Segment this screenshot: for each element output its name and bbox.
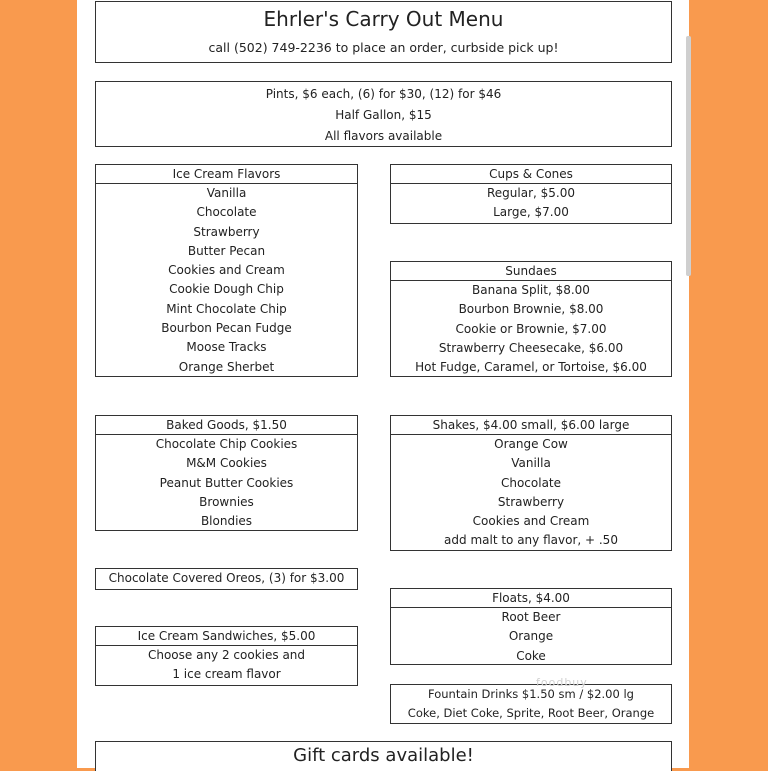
- list-item: Orange: [508, 629, 554, 644]
- list-item: Chocolate Chip Cookies: [155, 437, 298, 451]
- list-item: Cookies and Cream: [472, 514, 590, 529]
- half-gallon-line: Half Gallon, $15: [335, 108, 432, 122]
- list-item: add malt to any flavor, + .50: [444, 533, 618, 548]
- list-item: Strawberry Cheesecake, $6.00: [438, 340, 624, 355]
- list-item: Bourbon Brownie, $8.00: [458, 302, 604, 317]
- list-item: Strawberry: [497, 494, 565, 509]
- list-item: Orange Cow: [494, 437, 568, 451]
- flavors-box: [95, 164, 358, 377]
- list-item: Regular, $5.00: [486, 186, 575, 200]
- fountain-box: [390, 684, 672, 724]
- list-item: Vanilla: [206, 186, 247, 200]
- cups-box: [390, 164, 672, 224]
- baked-goods-box: [95, 415, 358, 531]
- list-item: Blondies: [200, 514, 253, 529]
- page-title: Ehrler's Carry Out Menu: [263, 7, 504, 31]
- list-item: Banana Split, $8.00: [472, 283, 590, 297]
- floats-heading: Floats, $4.00: [391, 589, 671, 608]
- scrollbar-thumb[interactable]: [686, 36, 691, 276]
- list-item: Coke, Diet Coke, Sprite, Root Beer, Orange: [407, 706, 655, 721]
- list-item: Brownies: [199, 494, 254, 509]
- sandwiches-heading: Ice Cream Sandwiches, $5.00: [96, 627, 357, 646]
- list-item: Root Beer: [501, 610, 561, 624]
- list-item: Cookie or Brownie, $7.00: [455, 321, 607, 336]
- fountain-heading: Fountain Drinks $1.50 sm / $2.00 lg: [428, 687, 634, 701]
- list-item: Butter Pecan: [187, 243, 266, 258]
- order-phone-text: call (502) 749-2236 to place an order, curbside pick up!: [208, 40, 559, 55]
- pints-line: Pints, $6 each, (6) for $30, (12) for $46: [265, 87, 502, 101]
- list-item: Chocolate: [196, 205, 257, 220]
- list-item: Orange Sherbet: [178, 359, 275, 374]
- list-item: Bourbon Pecan Fudge: [161, 321, 292, 336]
- list-item: M&M Cookies: [186, 456, 267, 471]
- list-item: Strawberry: [193, 224, 260, 239]
- flavors-available-line: All flavors available: [324, 129, 443, 143]
- flavors-heading: Ice Cream Flavors: [96, 165, 357, 184]
- shakes-heading: Shakes, $4.00 small, $6.00 large: [391, 416, 671, 435]
- list-item: Peanut Butter Cookies: [159, 475, 294, 490]
- list-item: Cookies and Cream: [168, 263, 285, 278]
- cups-heading: Cups & Cones: [391, 165, 671, 184]
- list-item: Choose any 2 cookies and: [147, 648, 306, 662]
- floats-box: [390, 588, 672, 665]
- oreos-box: [95, 568, 358, 590]
- sundaes-box: [390, 261, 672, 377]
- pints-box: [95, 81, 672, 147]
- list-item: Coke: [516, 648, 546, 663]
- list-item: 1 ice cream flavor: [172, 667, 281, 682]
- oreos-label: Chocolate Covered Oreos, (3) for $3.00: [108, 571, 345, 585]
- sandwiches-box: [95, 626, 358, 686]
- list-item: Large, $7.00: [493, 205, 569, 220]
- gift-cards-box: [95, 741, 672, 771]
- list-item: Mint Chocolate Chip: [166, 301, 287, 316]
- gift-cards-text: Gift cards available!: [293, 745, 474, 766]
- list-item: Chocolate: [500, 475, 562, 490]
- watermark: foodbuy: [536, 676, 588, 689]
- list-item: Hot Fudge, Caramel, or Tortoise, $6.00: [415, 360, 647, 375]
- list-item: Moose Tracks: [186, 340, 267, 355]
- menu-header: [95, 1, 672, 63]
- baked-goods-heading: Baked Goods, $1.50: [96, 416, 357, 435]
- sundaes-heading: Sundaes: [391, 262, 671, 281]
- list-item: Vanilla: [511, 456, 551, 471]
- shakes-box: [390, 415, 672, 551]
- list-item: Cookie Dough Chip: [169, 282, 284, 297]
